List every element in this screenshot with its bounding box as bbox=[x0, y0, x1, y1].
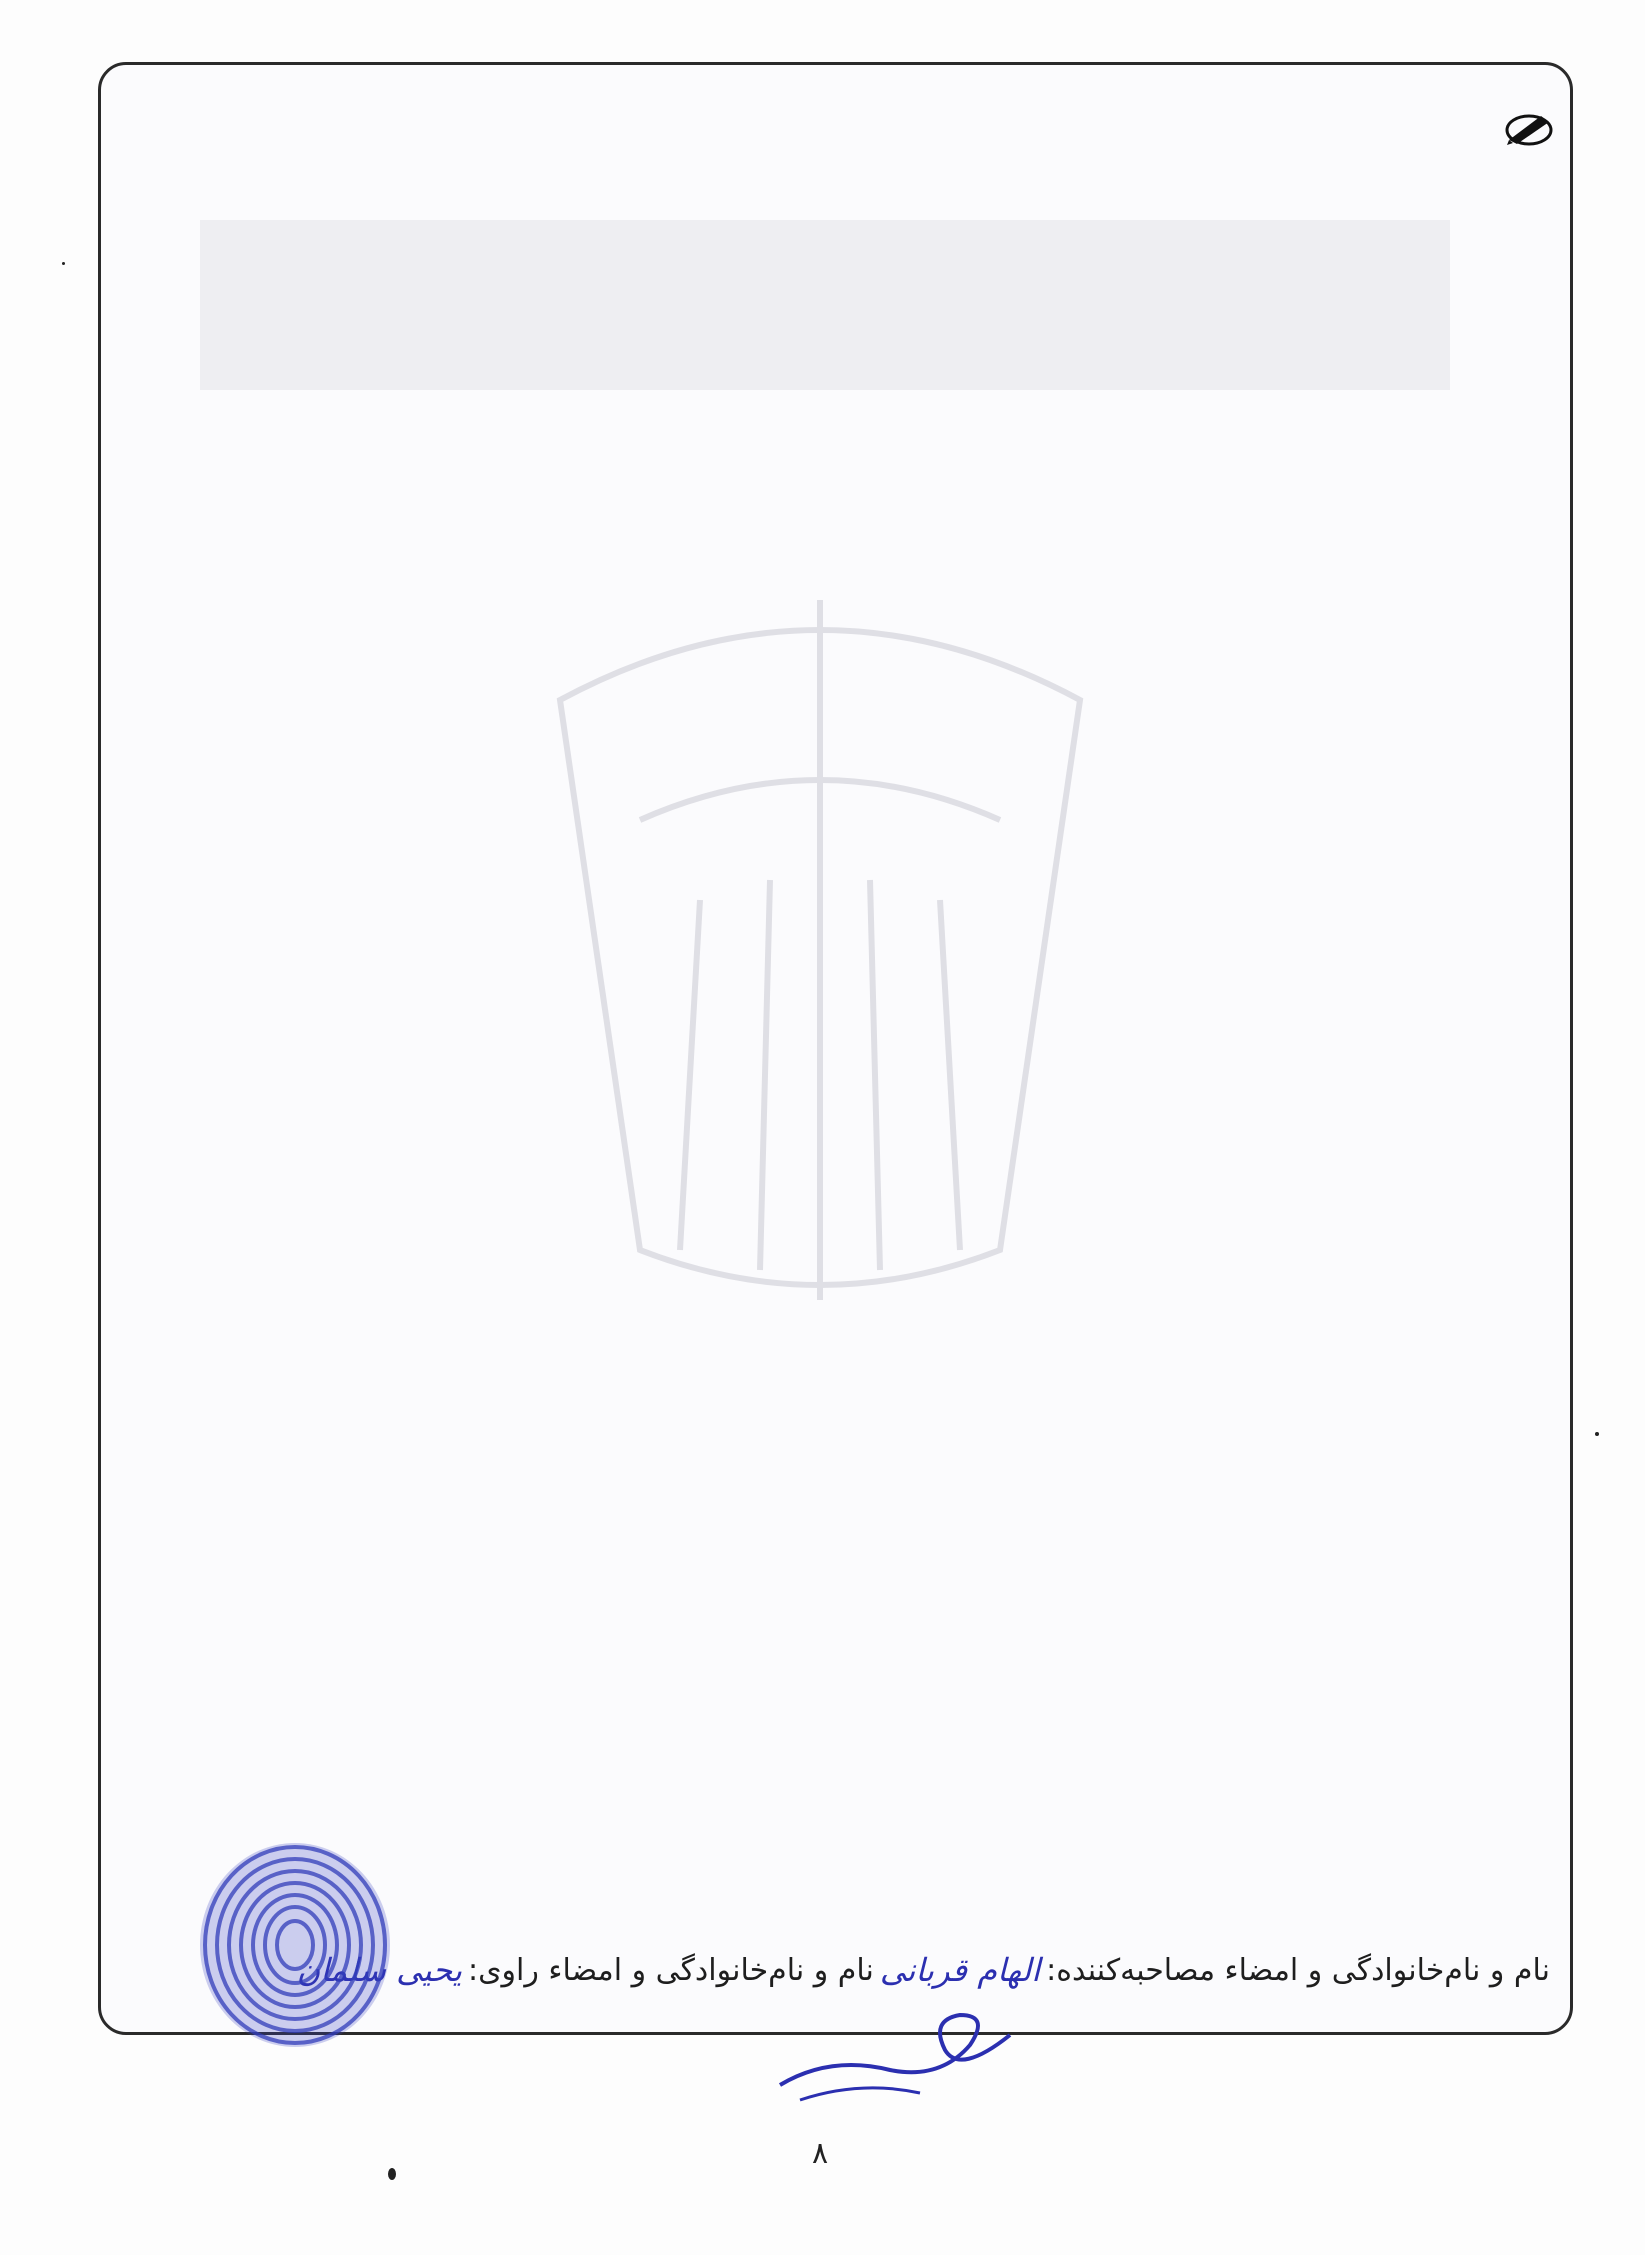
page-frame bbox=[98, 62, 1573, 2035]
narrator-signature: یحیی سلمان bbox=[296, 1951, 462, 1989]
ink-speck bbox=[388, 2168, 396, 2180]
interviewer-label: نام و نام‌خانوادگی و امضاء مصاحبه‌کننده: bbox=[1046, 1952, 1550, 1988]
fingerprint-mark bbox=[195, 1840, 395, 2050]
narrator-label: نام و نام‌خانوادگی و امضاء راوی: bbox=[467, 1952, 874, 1988]
interviewer-signature: الهام قربانی bbox=[879, 1951, 1041, 1989]
signature-scribble bbox=[770, 1975, 1030, 2105]
pen-icon bbox=[1505, 110, 1553, 146]
ink-speck bbox=[62, 262, 65, 265]
ink-speck bbox=[1595, 1432, 1599, 1436]
page-number: ۸ bbox=[811, 2136, 829, 2171]
